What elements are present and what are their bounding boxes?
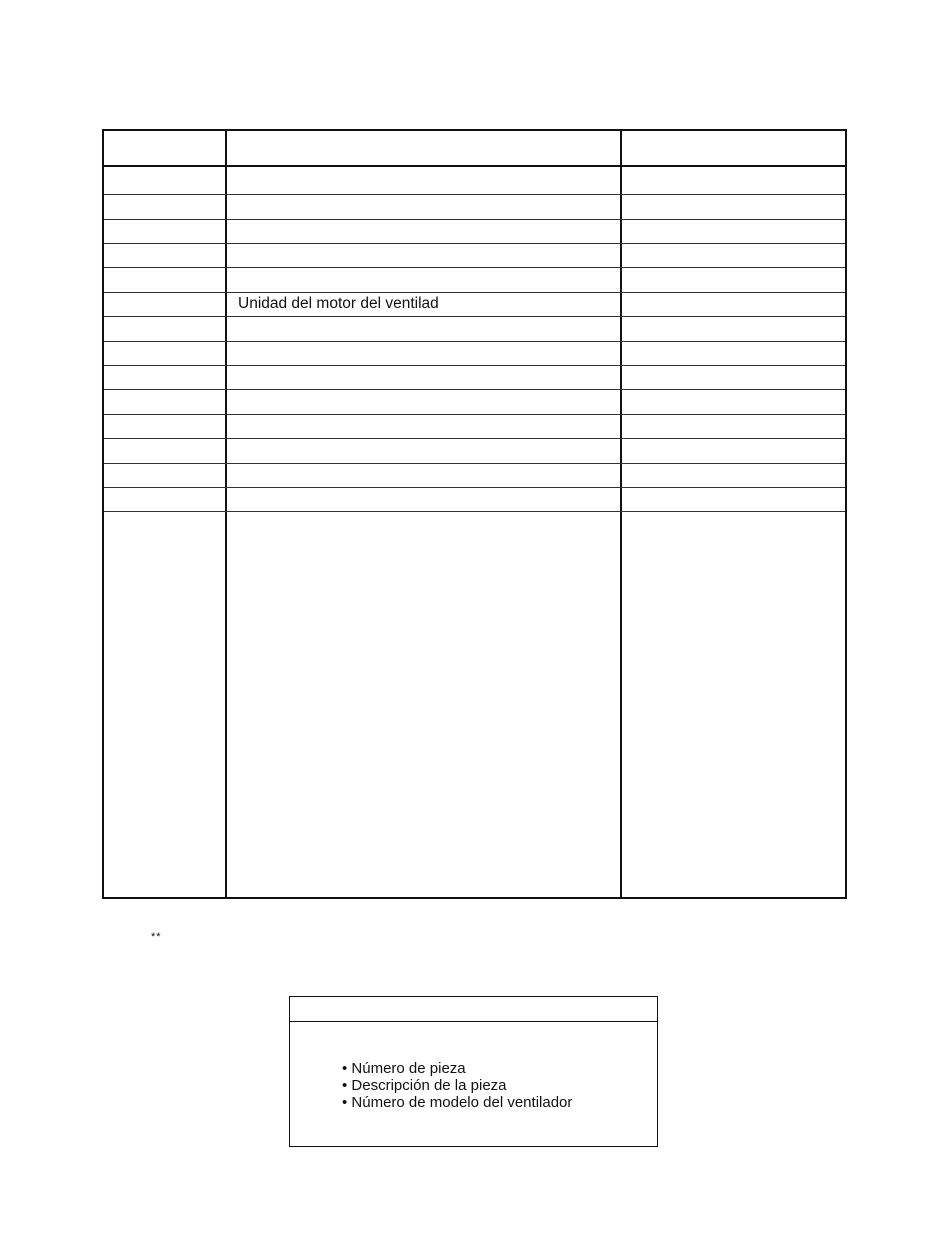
table-row-divider (104, 243, 845, 244)
table-header-divider (104, 165, 845, 167)
table-row-divider (104, 414, 845, 415)
table-row-divider (104, 341, 845, 342)
list-item: • Descripción de la pieza (342, 1077, 507, 1094)
table-row-divider (104, 487, 845, 488)
list-item: • Número de modelo del ventilador (342, 1094, 573, 1111)
column-divider-1 (225, 131, 227, 897)
box-title-divider (290, 1021, 657, 1022)
part-description: Unidad del motor del ventilad (238, 295, 439, 312)
table-row-divider (104, 438, 845, 439)
footnote-marker: ** (151, 931, 162, 943)
table-row-divider (104, 463, 845, 464)
table-row-divider (104, 389, 845, 390)
table-row-divider (104, 316, 845, 317)
column-divider-2 (620, 131, 622, 897)
table-row-divider (104, 219, 845, 220)
table-row-divider (104, 194, 845, 195)
parts-table (102, 129, 847, 899)
table-row-divider (104, 365, 845, 366)
order-info-list (342, 1060, 572, 1111)
list-item: • Número de pieza (342, 1060, 466, 1077)
order-info-box (289, 996, 658, 1147)
table-row-divider (104, 292, 845, 293)
table-row-divider (104, 511, 845, 512)
table-row-divider (104, 267, 845, 268)
